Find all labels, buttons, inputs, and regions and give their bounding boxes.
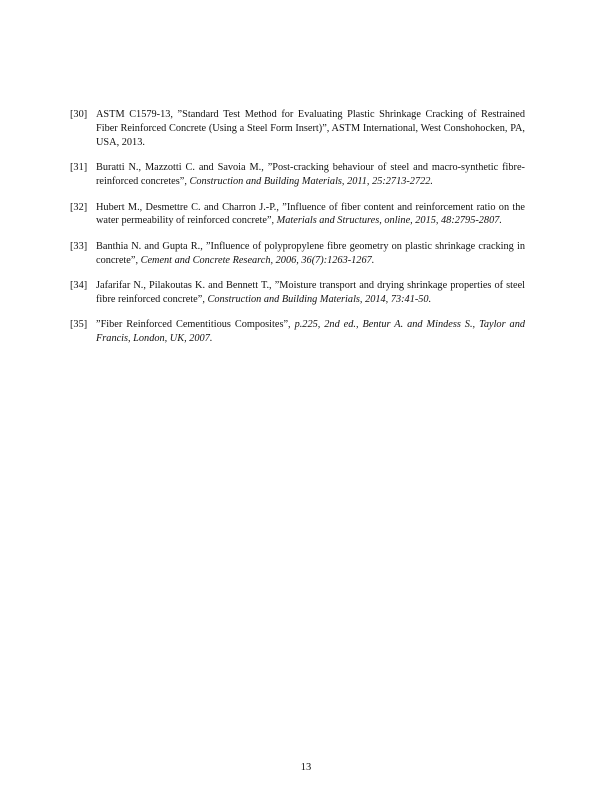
reference-main-text: ASTM C1579-13, ”Standard Test Method for Evaluating Plastic Shrinkage Cracking of Restrained Fiber Reinforced Concrete (Using a Steel Form Insert)”, ASTM International, West Conshohocken, PA, USA, 2013. <box>96 109 525 148</box>
reference-item <box>70 108 525 150</box>
reference-item <box>70 240 525 268</box>
reference-text <box>96 201 525 229</box>
reference-text <box>96 240 525 268</box>
reference-source: p.225, 2nd ed., Bentur A. and Mindess S., Taylor and Francis, London, UK, 2007. <box>96 319 525 345</box>
reference-text <box>96 161 525 189</box>
reference-number: [34] <box>70 280 88 292</box>
reference-main-text: Jafarifar N., Pilakoutas K. and Bennett T., ”Moisture transport and drying shrinkage properties of steel fibre reinforced concrete”, <box>96 280 525 306</box>
reference-main-text: Hubert M., Desmettre C. and Charron J.-P., ”Influence of fiber content and reinforcement ratio on the water permeability of reinforced concrete”, <box>96 201 525 227</box>
reference-source: Materials and Structures, online, 2015, 48:2795-2807. <box>276 215 502 227</box>
reference-item <box>70 201 525 229</box>
reference-number: [35] <box>70 319 88 331</box>
reference-number: [33] <box>70 240 88 252</box>
reference-main-text: Banthia N. and Gupta R., ”Influence of polypropylene fibre geometry on plastic shrinkage cracking in concrete”, <box>96 240 525 266</box>
reference-item <box>70 279 525 307</box>
reference-list <box>70 108 525 358</box>
reference-main-text: ”Fiber Reinforced Cementitious Composites”, <box>96 319 295 331</box>
reference-source: Cement and Concrete Research, 2006, 36(7):1263-1267. <box>140 254 375 266</box>
reference-number: [31] <box>70 162 88 174</box>
page-number: 13 <box>300 762 312 773</box>
reference-item <box>70 318 525 346</box>
reference-text <box>96 318 525 346</box>
reference-text <box>96 279 525 307</box>
reference-number: [32] <box>70 201 88 213</box>
reference-number: [30] <box>70 109 88 120</box>
reference-item <box>70 161 525 189</box>
reference-source: Construction and Building Materials, 2014, 73:41-50. <box>207 294 432 306</box>
reference-text <box>96 108 525 150</box>
reference-source: Construction and Building Materials, 2011, 25:2713-2722. <box>189 176 433 188</box>
reference-main-text: Buratti N., Mazzotti C. and Savoia M., ”Post-cracking behaviour of steel and macro-synthetic fibre-reinforced concretes”, <box>96 162 525 188</box>
